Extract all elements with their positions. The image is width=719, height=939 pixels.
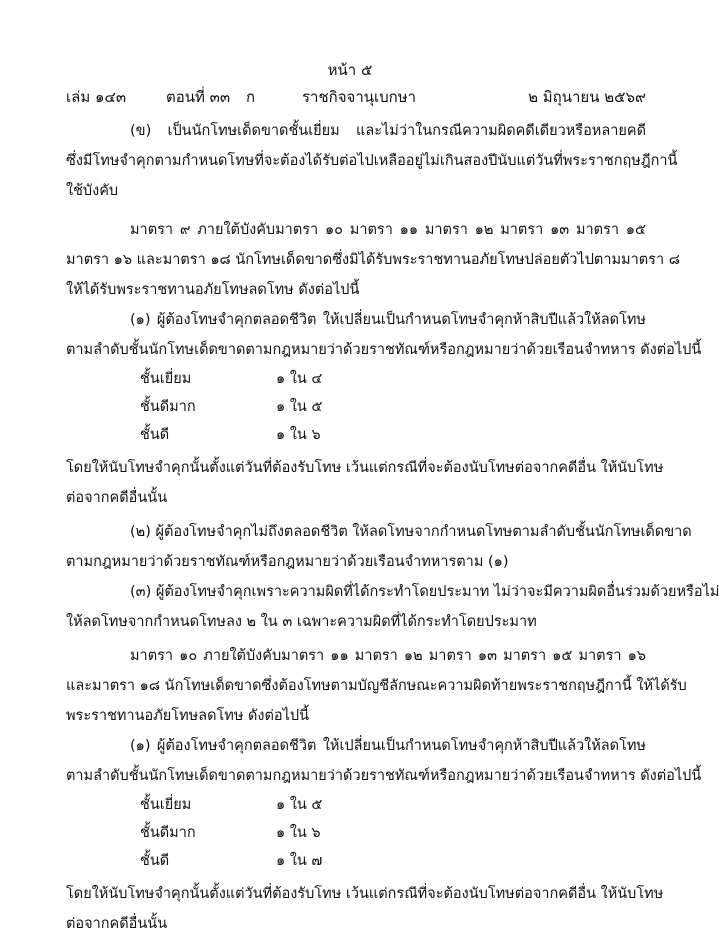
text-line: โดยให้นับโทษจำคุกนั้นตั้งแต่วันที่ต้องรับโทษ เว้นแต่กรณีที่จะต้องนับโทษต่อจากคดีอื่น ให้นับโทษ (66, 886, 664, 902)
text-line: ตามลำดับชั้นนักโทษเด็ดขาดตามกฎหมายว่าด้วยราชทัณฑ์หรือกฎหมายว่าด้วยเรือนจำทหาร ดังต่อไปนี้ (66, 768, 702, 784)
reduction-ratio: ๑ ใน ๕ (276, 399, 323, 415)
section-9 (66, 215, 680, 305)
text-line: ให้ได้รับพระราชทานอภัยโทษลดโทษ ดังต่อไปนี้ (66, 282, 360, 298)
text-line: มาตรา ๙ ภายใต้บังคับมาตรา ๑๐ มาตรา ๑๑ มาตรา ๑๒ มาตรา ๑๓ มาตรา ๑๕ (130, 222, 646, 238)
text-line: ซึ่งมีโทษจำคุกตามกำหนดโทษที่จะต้องได้รับต่อไปเหลืออยู่ไม่เกินสองปีนับแต่วันที่พระราชกฤษฎีกานี้ (66, 153, 678, 169)
section-10-counting-rule (66, 879, 664, 939)
section-9-item-2 (66, 517, 692, 577)
section-9-item-1 (66, 305, 702, 365)
rank-label: ชั้นดีมาก (140, 399, 196, 415)
section-10-item-1 (66, 731, 702, 791)
list-item (66, 791, 646, 819)
issue-date: ๒ มิถุนายน ๒๕๖๙ (528, 88, 646, 106)
list-item (66, 819, 646, 847)
text-line: พระราชทานอภัยโทษลดโทษ ดังต่อไปนี้ (66, 708, 310, 724)
page-number: หน้า ๕ (327, 61, 373, 79)
text-line: (๑) ผู้ต้องโทษจำคุกตลอดชีวิต ให้เปลี่ยนเป็นกำหนดโทษจำคุกห้าสิบปีแล้วให้ลดโทษ (130, 312, 646, 328)
reduction-ratio: ๑ ใน ๖ (276, 825, 321, 841)
reduction-ratio: ๑ ใน ๕ (276, 797, 323, 813)
section-number-label: ตอนที่ ๓๓ (166, 88, 231, 106)
gazette-header (66, 86, 646, 108)
text-line: (๑) ผู้ต้องโทษจำคุกตลอดชีวิต ให้เปลี่ยนเป็นกำหนดโทษจำคุกห้าสิบปีแล้วให้ลดโทษ (130, 738, 646, 754)
text-line: ต่อจากคดีอื่นนั้น (66, 916, 168, 932)
paragraph-b (66, 116, 678, 206)
list-item (66, 421, 646, 449)
section-9-rank-list (66, 365, 646, 449)
rank-label: ชั้นเยี่ยม (140, 797, 192, 813)
text-line: ใช้บังคับ (66, 183, 119, 199)
section-9-item-3 (66, 577, 719, 637)
text-line: โดยให้นับโทษจำคุกนั้นตั้งแต่วันที่ต้องรับโทษ เว้นแต่กรณีที่จะต้องนับโทษต่อจากคดีอื่น ให้นับโทษ (66, 460, 664, 476)
rank-label: ชั้นดีมาก (140, 825, 196, 841)
text-line: มาตรา ๑๐ ภายใต้บังคับมาตรา ๑๑ มาตรา ๑๒ มาตรา ๑๓ มาตรา ๑๕ มาตรา ๑๖ (130, 648, 646, 664)
rank-label: ชั้นดี (140, 427, 170, 443)
gazette-title: ราชกิจจานุเบกษา (302, 88, 417, 106)
rank-label: ชั้นดี (140, 853, 170, 869)
list-item (66, 847, 646, 875)
text-line: ตามกฎหมายว่าด้วยราชทัณฑ์หรือกฎหมายว่าด้วยเรือนจำทหารตาม (๑) (66, 554, 509, 570)
section-10-rank-list (66, 791, 646, 875)
reduction-ratio: ๑ ใน ๔ (276, 371, 323, 387)
list-item (66, 393, 646, 421)
reduction-ratio: ๑ ใน ๖ (276, 427, 321, 443)
reduction-ratio: ๑ ใน ๗ (276, 853, 323, 869)
list-item (66, 365, 646, 393)
section-letter: ก (246, 88, 256, 106)
section-9-counting-rule (66, 453, 664, 513)
text-line: (๓) ผู้ต้องโทษจำคุกเพราะความผิดที่ได้กระทำโดยประมาท ไม่ว่าจะมีความผิดอื่นร่วมด้วยหรือไม่ (130, 584, 719, 600)
text-line: ให้ลดโทษจากกำหนดโทษลง ๒ ใน ๓ เฉพาะความผิดที่ได้กระทำโดยประมาท (66, 614, 537, 630)
text-line: (๒) ผู้ต้องโทษจำคุกไม่ถึงตลอดชีวิต ให้ลดโทษจากกำหนดโทษตามลำดับชั้นนักโทษเด็ดขาด (130, 524, 692, 540)
text-line: ต่อจากคดีอื่นนั้น (66, 490, 168, 506)
volume-label: เล่ม ๑๔๓ (66, 88, 127, 106)
section-10 (66, 641, 687, 731)
document-body (66, 116, 719, 939)
text-line: ตามลำดับชั้นนักโทษเด็ดขาดตามกฎหมายว่าด้วยราชทัณฑ์หรือกฎหมายว่าด้วยเรือนจำทหาร ดังต่อไปนี้ (66, 342, 702, 358)
text-line: และมาตรา ๑๘ นักโทษเด็ดขาดซึ่งต้องโทษตามบัญชีลักษณะความผิดท้ายพระราชกฤษฎีกานี้ ให้ได้รับ (66, 678, 687, 694)
rank-label: ชั้นเยี่ยม (140, 371, 192, 387)
text-line: มาตรา ๑๖ และมาตรา ๑๘ นักโทษเด็ดขาดซึ่งมิได้รับพระราชทานอภัยโทษปล่อยตัวไปตามมาตรา ๘ (66, 252, 680, 268)
text-line: (ข) เป็นนักโทษเด็ดขาดชั้นเยี่ยม และไม่ว่าในกรณีความผิดคดีเดียวหรือหลายคดี (130, 123, 646, 139)
